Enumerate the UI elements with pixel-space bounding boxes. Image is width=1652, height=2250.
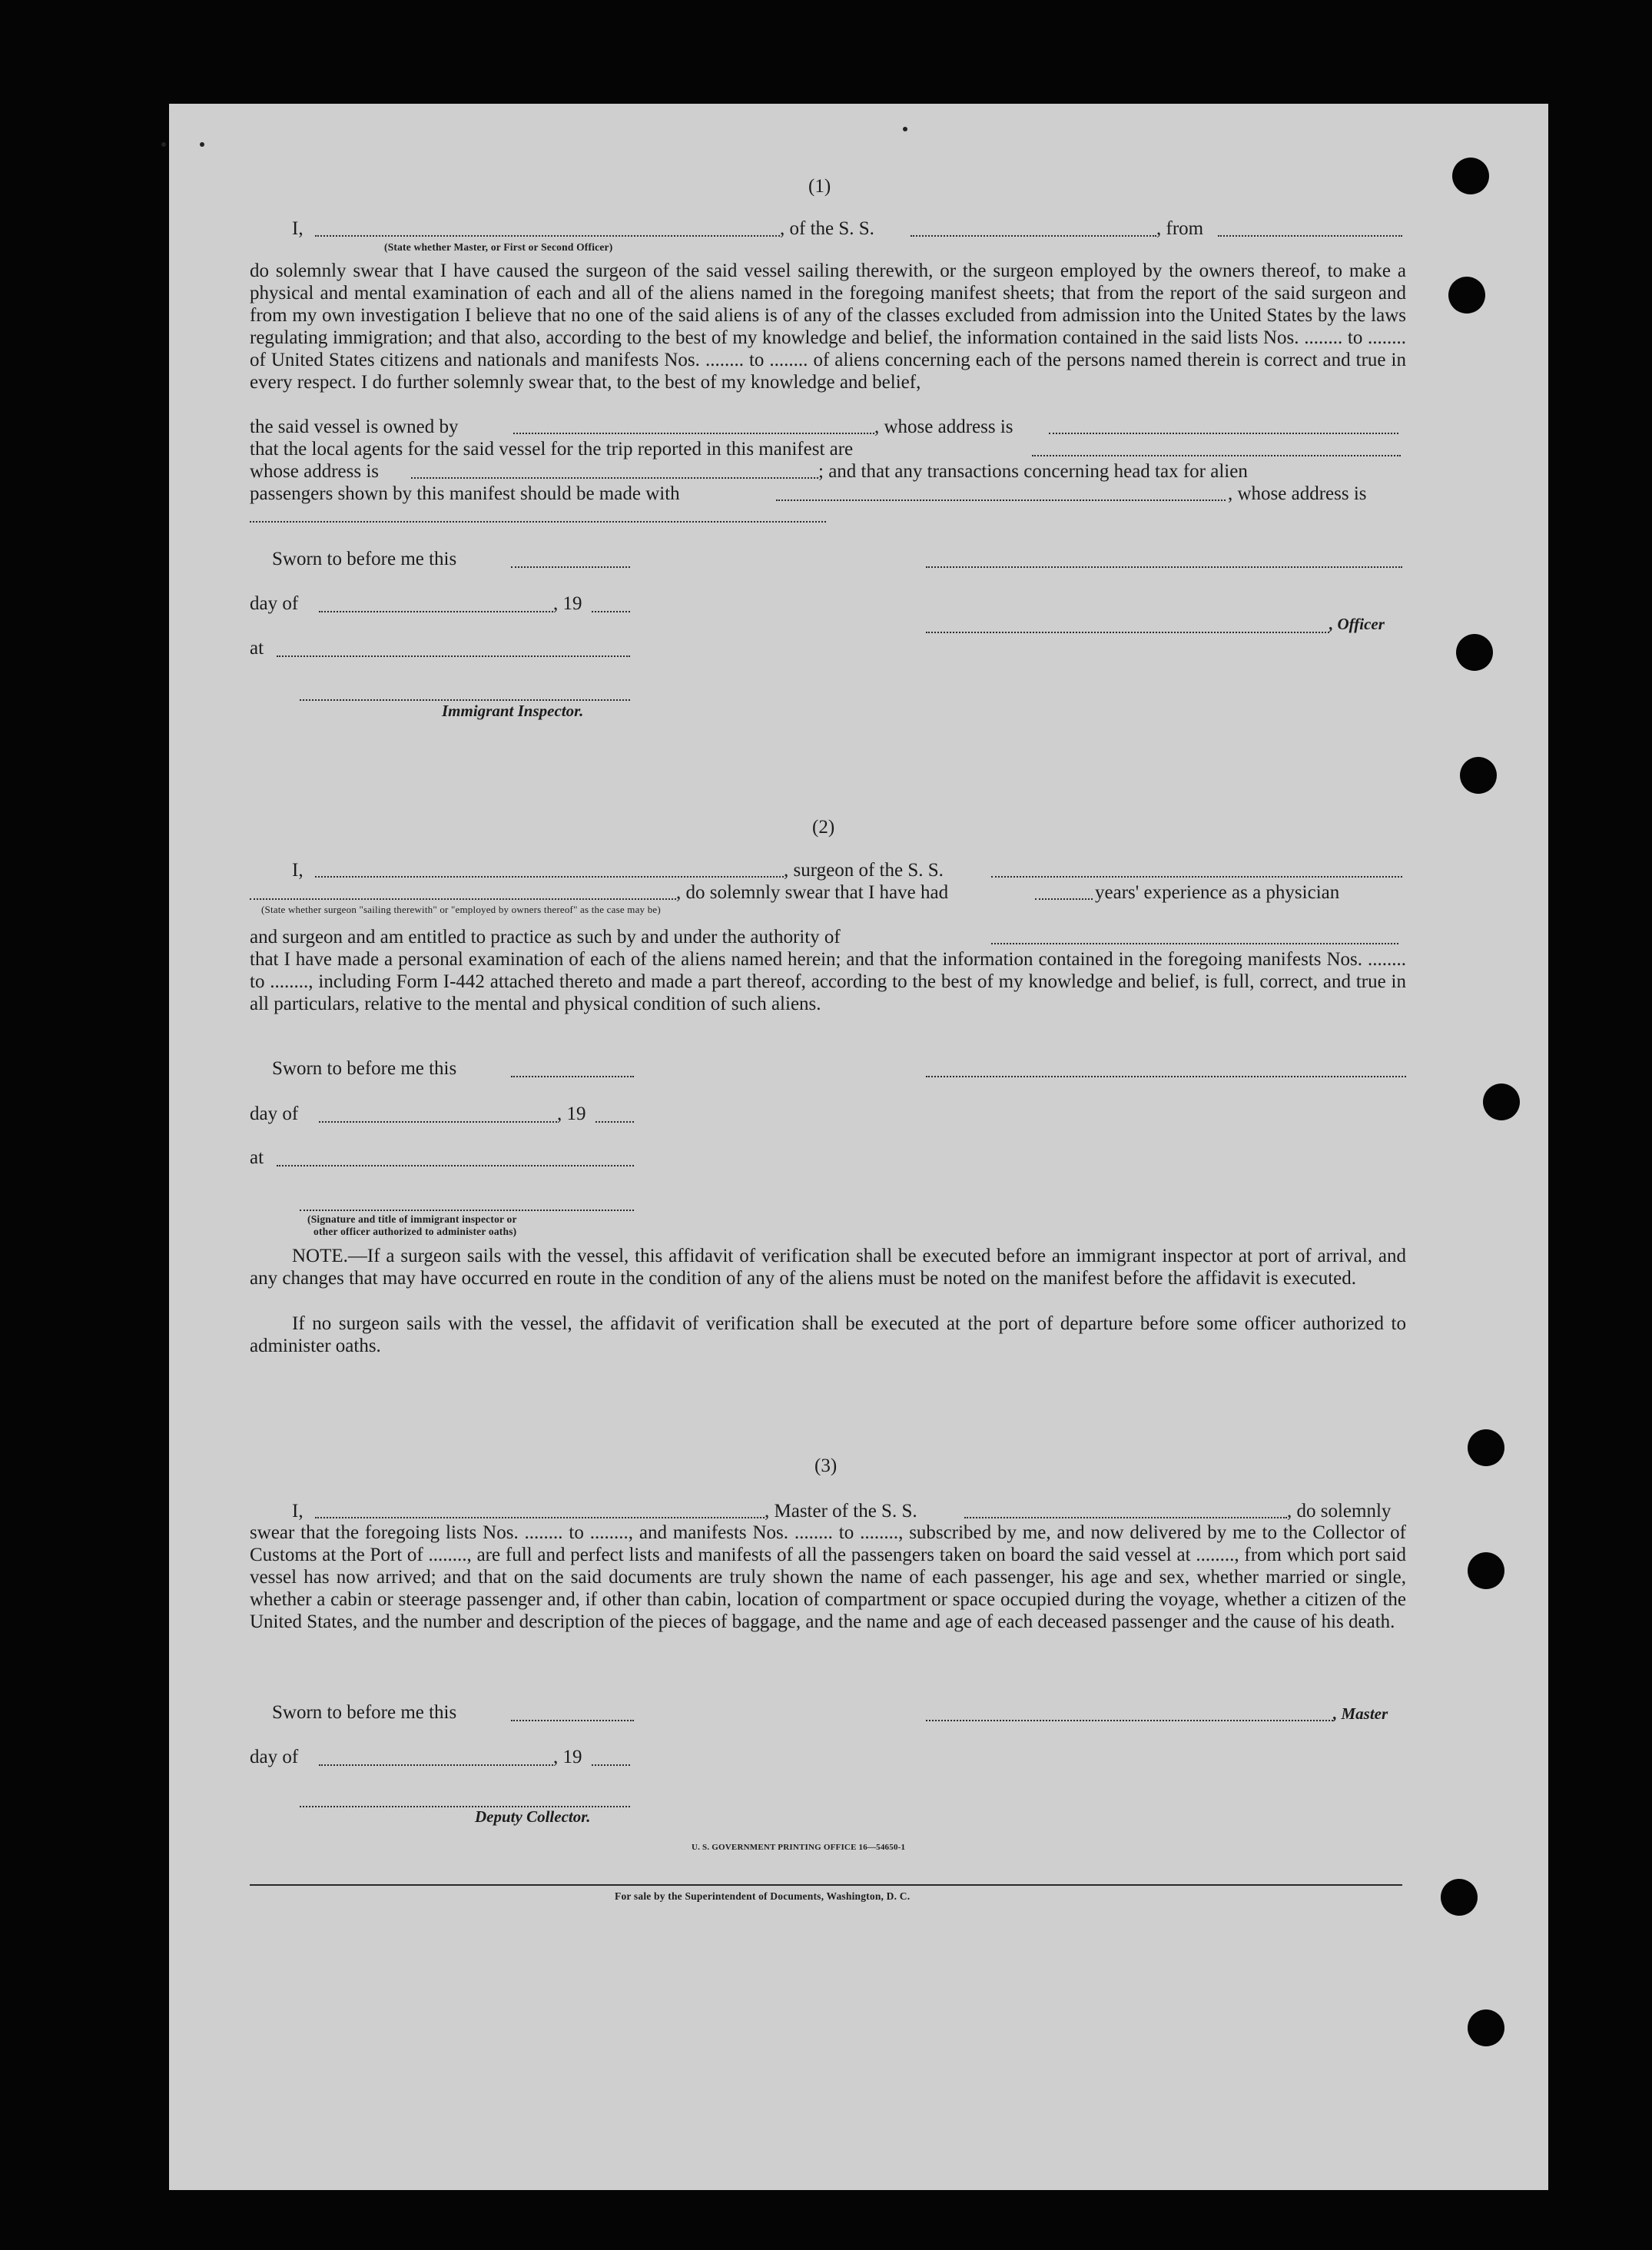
label-master-of: , Master of the S. S.: [765, 1501, 917, 1522]
label-whose-address-3: , whose address is: [1228, 483, 1367, 504]
label-officer: , Officer: [1329, 615, 1385, 633]
label-inspector: Immigrant Inspector.: [442, 702, 584, 720]
officer-title-field[interactable]: [926, 632, 1329, 633]
month-field[interactable]: [319, 611, 553, 612]
surgeon-status-field[interactable]: [250, 898, 676, 900]
signature-note: other officer authorized to administer oaths): [313, 1226, 517, 1237]
label-day-of: day of: [250, 593, 299, 614]
sworn-day-field[interactable]: [511, 566, 630, 568]
section-number: (1): [808, 176, 831, 197]
label-year: , 19: [553, 593, 582, 614]
punch-hole: [1441, 1879, 1478, 1916]
label-year: , 19: [557, 1103, 586, 1124]
vessel-name-field[interactable]: [964, 1517, 1287, 1518]
authority-field[interactable]: [991, 943, 1398, 944]
gpo-imprint: U. S. GOVERNMENT PRINTING OFFICE 16—54650-1: [692, 1843, 906, 1852]
label-year: , 19: [553, 1747, 582, 1767]
label-sworn: Sworn to before me this: [272, 1058, 457, 1079]
label-whose-address-2: whose address is: [250, 461, 380, 482]
sworn-day-field[interactable]: [511, 1076, 634, 1077]
punch-hole: [1452, 158, 1489, 194]
year-field[interactable]: [592, 1764, 630, 1766]
vessel-name-field[interactable]: [991, 876, 1402, 878]
surgeon-paragraph: that I have made a personal examination of each of the aliens named herein; and that the information contained in the foregoing manifests Nos. ........ to ........, including Form I-442 attached thereto and made a part thereof, according to the best of my knowledge and belief, is full, correct, and true in all particulars, relative to the mental and physical condition of such aliens.: [250, 949, 1406, 1014]
oath-i: I,: [292, 1501, 304, 1522]
label-authority: and surgeon and am entitled to practice as such by and under the authority of: [250, 927, 841, 947]
month-field[interactable]: [319, 1121, 557, 1123]
surgeon-signature-field[interactable]: [926, 1076, 1406, 1077]
signature-note: (Signature and title of immigrant inspector or: [307, 1213, 517, 1225]
punch-hole: [1448, 277, 1485, 314]
punch-hole: [1468, 2009, 1504, 2046]
footer-rule: [250, 1884, 1402, 1886]
signature-field[interactable]: [300, 1210, 634, 1211]
speck: [161, 142, 166, 147]
speck: [200, 142, 204, 147]
head-tax-address-field[interactable]: [250, 521, 826, 523]
field-note: (State whether surgeon "sailing therewith" or "employed by owners thereof" as the case may be): [261, 904, 661, 915]
head-tax-party-field[interactable]: [776, 499, 1226, 501]
label-years: years' experience as a physician: [1095, 882, 1340, 903]
place-field[interactable]: [277, 655, 630, 657]
year-field[interactable]: [595, 1121, 634, 1123]
place-field[interactable]: [277, 1165, 634, 1166]
sale-notice: For sale by the Superintendent of Documents, Washington, D. C.: [615, 1890, 911, 1902]
label-swear: , do solemnly swear that I have had: [676, 882, 949, 903]
section-number: (3): [814, 1455, 838, 1476]
section-number: (2): [812, 817, 835, 838]
label-from: , from: [1156, 218, 1204, 239]
oath-i: I,: [292, 218, 304, 239]
label-day-of: day of: [250, 1747, 299, 1767]
label-do-solemnly: , do solemnly: [1287, 1501, 1392, 1522]
punch-hole: [1460, 757, 1497, 794]
years-field[interactable]: [1035, 898, 1093, 900]
master-signature-field[interactable]: [926, 1720, 1333, 1721]
note-paragraph: NOTE.—If a surgeon sails with the vessel, this affidavit of verification shall be executed before an immigrant inspector at port of arrival, and any changes that may have occurred en route in the condition of any of the aliens must be noted on the manifest before the affidavit is executed.: [250, 1246, 1406, 1289]
label-master: , Master: [1333, 1704, 1388, 1723]
label-surgeon-of: , surgeon of the S. S.: [784, 860, 944, 881]
label-at: at: [250, 1147, 264, 1168]
owner-field[interactable]: [513, 433, 874, 434]
vessel-name-field[interactable]: [911, 235, 1156, 237]
surgeon-name-field[interactable]: [315, 876, 784, 878]
field-note: (State whether Master, or First or Second Officer): [384, 241, 613, 253]
note-paragraph-2: If no surgeon sails with the vessel, the affidavit of verification shall be executed at the port of departure before some officer authorized to administer oaths.: [250, 1313, 1406, 1356]
label-owned-by: the said vessel is owned by: [250, 416, 459, 437]
officer-signature-field[interactable]: [926, 566, 1402, 568]
label-passengers: passengers shown by this manifest should be made with: [250, 483, 680, 504]
oath-i: I,: [292, 860, 304, 881]
label-at: at: [250, 638, 264, 659]
label-sworn: Sworn to before me this: [272, 1702, 457, 1723]
inspector-signature-field[interactable]: [300, 699, 630, 701]
owner-address-field[interactable]: [1049, 433, 1398, 434]
label-deputy-collector: Deputy Collector.: [475, 1807, 591, 1826]
label-head-tax: ; and that any transactions concerning head tax for alien: [818, 461, 1248, 482]
master-paragraph: swear that the foregoing lists Nos. ........ to ........, and manifests Nos. ........ to ........, subscribed by me, and now delivered by me to the Collector of Customs at the Port of ........, are full and perfect lists and manifests of all the passengers taken on board the said vessel at ........, from which port said vessel has now arrived; and that on the said documents are truly shown the name of each passenger, his age and sex, whether married or single, whether a cabin or steerage passenger and, if other than cabin, location of compartment or space occupied during the voyage, whether a citizen of the United States, and the number and description of the pieces of baggage, and the name and age of each deceased passenger and the cause of his death.: [250, 1522, 1406, 1632]
agents-address-field[interactable]: [411, 477, 818, 479]
master-name-field[interactable]: [315, 1517, 765, 1518]
punch-hole: [1456, 634, 1493, 671]
label-of-ss: , of the S. S.: [780, 218, 874, 239]
from-port-field[interactable]: [1218, 235, 1402, 237]
label-day-of: day of: [250, 1103, 299, 1124]
year-field[interactable]: [592, 611, 630, 612]
agents-field[interactable]: [1032, 455, 1401, 456]
label-sworn: Sworn to before me this: [272, 549, 457, 569]
punch-hole: [1468, 1429, 1504, 1466]
speck: [903, 127, 907, 131]
month-field[interactable]: [319, 1764, 553, 1766]
punch-hole: [1468, 1552, 1504, 1589]
punch-hole: [1483, 1084, 1520, 1120]
label-local-agents: that the local agents for the said vessel for the trip reported in this manifest are: [250, 439, 854, 460]
officer-name-field[interactable]: [315, 235, 780, 237]
sworn-day-field[interactable]: [511, 1720, 634, 1721]
label-whose-address: , whose address is: [874, 416, 1013, 437]
oath-paragraph: do solemnly swear that I have caused the surgeon of the said vessel sailing therewith, or the surgeon employed by the owners thereof, to make a physical and mental examination of each and all of the aliens named in the foregoing manifest sheets; that from the report of the said surgeon and from my own investigation I believe that no one of the said aliens is of any of the classes excluded from admission into the United States by the laws regulating immigration; and that also, according to the best of my knowledge and belief, the information contained in the said lists Nos. ........ to ........ of United States citizens and nationals and manifests Nos. ........ to ........ of aliens concerning each of the persons named therein is correct and true in every respect. I do further solemnly swear that, to the best of my knowledge and belief,: [250, 261, 1406, 393]
